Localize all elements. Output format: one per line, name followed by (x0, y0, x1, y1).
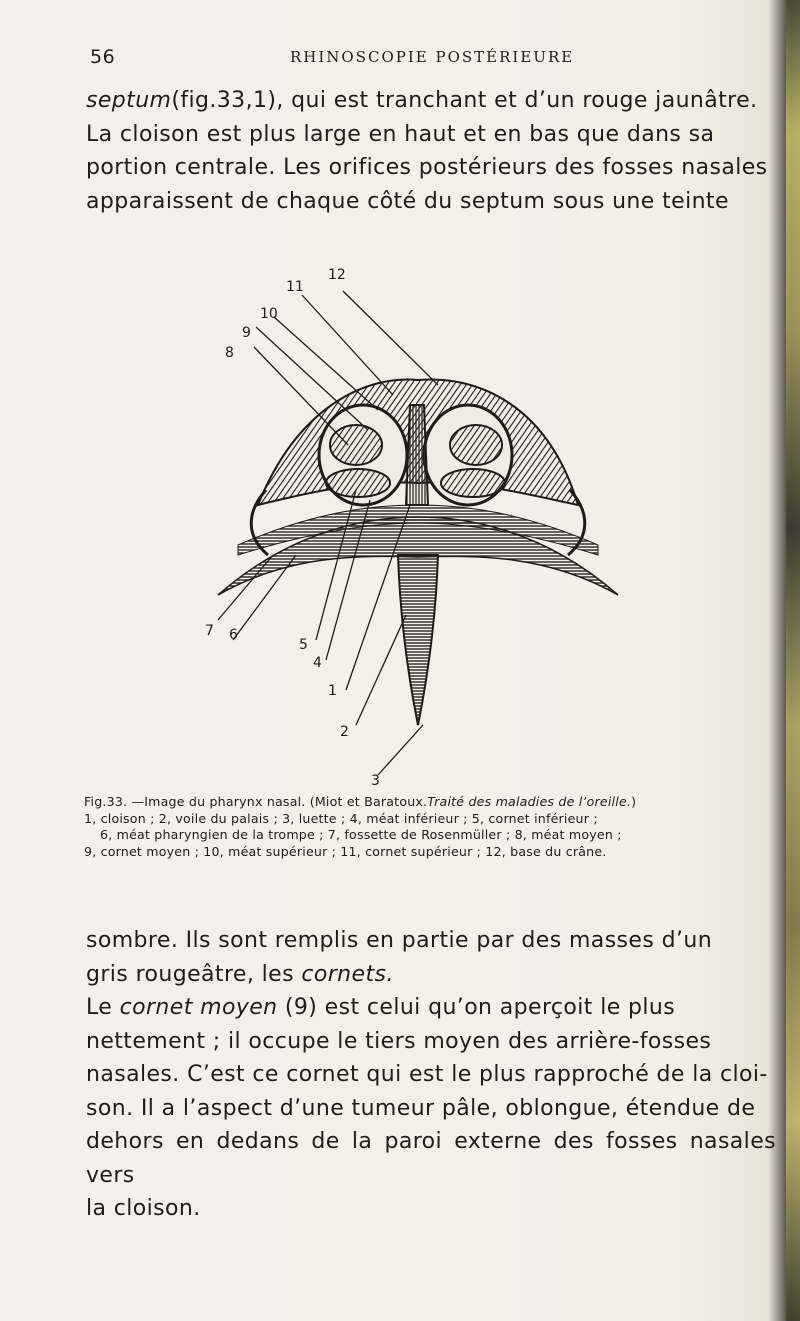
paragraph-bottom-line-6: son. Il a l’aspect d’une tumeur pâle, oblongue, étendue de (86, 1095, 756, 1121)
septum (406, 405, 428, 505)
caption-title: Traité des maladies de l’oreille. (427, 794, 632, 809)
paragraph-top-line-3: portion centrale. Les orifices postérieurs des fosses nasales (86, 155, 768, 180)
line1-rest: (fig.33,1), qui est tranchant et d’un rouge jaunâtre. (171, 88, 758, 113)
left-inferior-turbinate (326, 469, 390, 497)
figure-label-4: 4 (313, 655, 322, 671)
paragraph-top-line-2: La cloison est plus large en haut et en bas que dans sa (86, 121, 715, 147)
paragraph-bottom-line-8: la cloison. (86, 1196, 201, 1221)
paragraph-top-line-4: apparaissent de chaque côté du septum sous une teinte (86, 188, 729, 214)
paragraph-bottom-line-3 (86, 991, 776, 1025)
paragraph-bottom (86, 924, 776, 1226)
septum-italic: septum (86, 88, 172, 113)
paragraph-bottom-line-5: nasales. C’est ce cornet qui est le plus rapproché de la cloi- (86, 1062, 768, 1087)
running-title: RHINOSCOPIE POSTÉRIEURE (290, 48, 575, 66)
page-number: 56 (90, 46, 116, 68)
paragraph-bottom-line-7: dehors en dedans de la paroi externe des fosses nasales vers (86, 1129, 776, 1188)
right-middle-turbinate (450, 425, 502, 465)
paragraph-top-line-1 (86, 84, 776, 118)
caption-prefix: Fig.33. —Image du pharynx nasal. (Miot et Baratoux. (84, 794, 428, 809)
caption-line-2: 1, cloison ; 2, voile du palais ; 3, luette ; 4, méat inférieur ; 5, cornet inférieur ; (84, 810, 598, 826)
paragraph-bottom-line-4: nettement ; il occupe le tiers moyen des arrière-fosses (86, 1028, 712, 1054)
uvula (398, 555, 438, 725)
figure-label-2: 2 (340, 724, 349, 740)
figure-label-8: 8 (225, 345, 234, 361)
page-edge (786, 0, 800, 1321)
figure-label-12: 12 (328, 267, 346, 283)
caption-line-1 (84, 794, 784, 811)
figure-label-11: 11 (286, 279, 304, 295)
left-middle-turbinate (330, 425, 382, 465)
line3-rest: (9) est celui qu’on aperçoit le plus (284, 995, 676, 1020)
cornet-moyen-italic: cornet moyen (119, 995, 278, 1020)
figure-label-7: 7 (205, 623, 214, 639)
right-inferior-turbinate (441, 469, 505, 497)
caption-suffix: ) (631, 794, 637, 809)
figure-label-1: 1 (328, 683, 337, 699)
figure-label-6: 6 (229, 627, 238, 643)
figure-label-5: 5 (299, 637, 308, 653)
paragraph-bottom-line-2 (86, 958, 776, 992)
figure-label-10: 10 (260, 306, 278, 322)
caption-line-4: 9, cornet moyen ; 10, méat supérieur ; 11, cornet supérieur ; 12, base du crâne. (84, 843, 607, 859)
figure-label-3: 3 (371, 773, 380, 789)
pharynx-illustration (178, 255, 638, 790)
figure-caption (84, 794, 784, 860)
figure-label-9: 9 (242, 325, 251, 341)
paragraph-top (86, 84, 776, 218)
caption-line-3: 6, méat pharyngien de la trompe ; 7, fossette de Rosenmüller ; 8, méat moyen ; (100, 827, 622, 842)
cornets-italic: cornets. (301, 961, 394, 987)
line2-plain: gris rougeâtre, les (86, 961, 294, 987)
page-header (90, 46, 730, 72)
paragraph-bottom-line-1: sombre. Ils sont remplis en partie par des masses d’un (86, 928, 713, 953)
line3-prefix: Le (86, 995, 113, 1020)
